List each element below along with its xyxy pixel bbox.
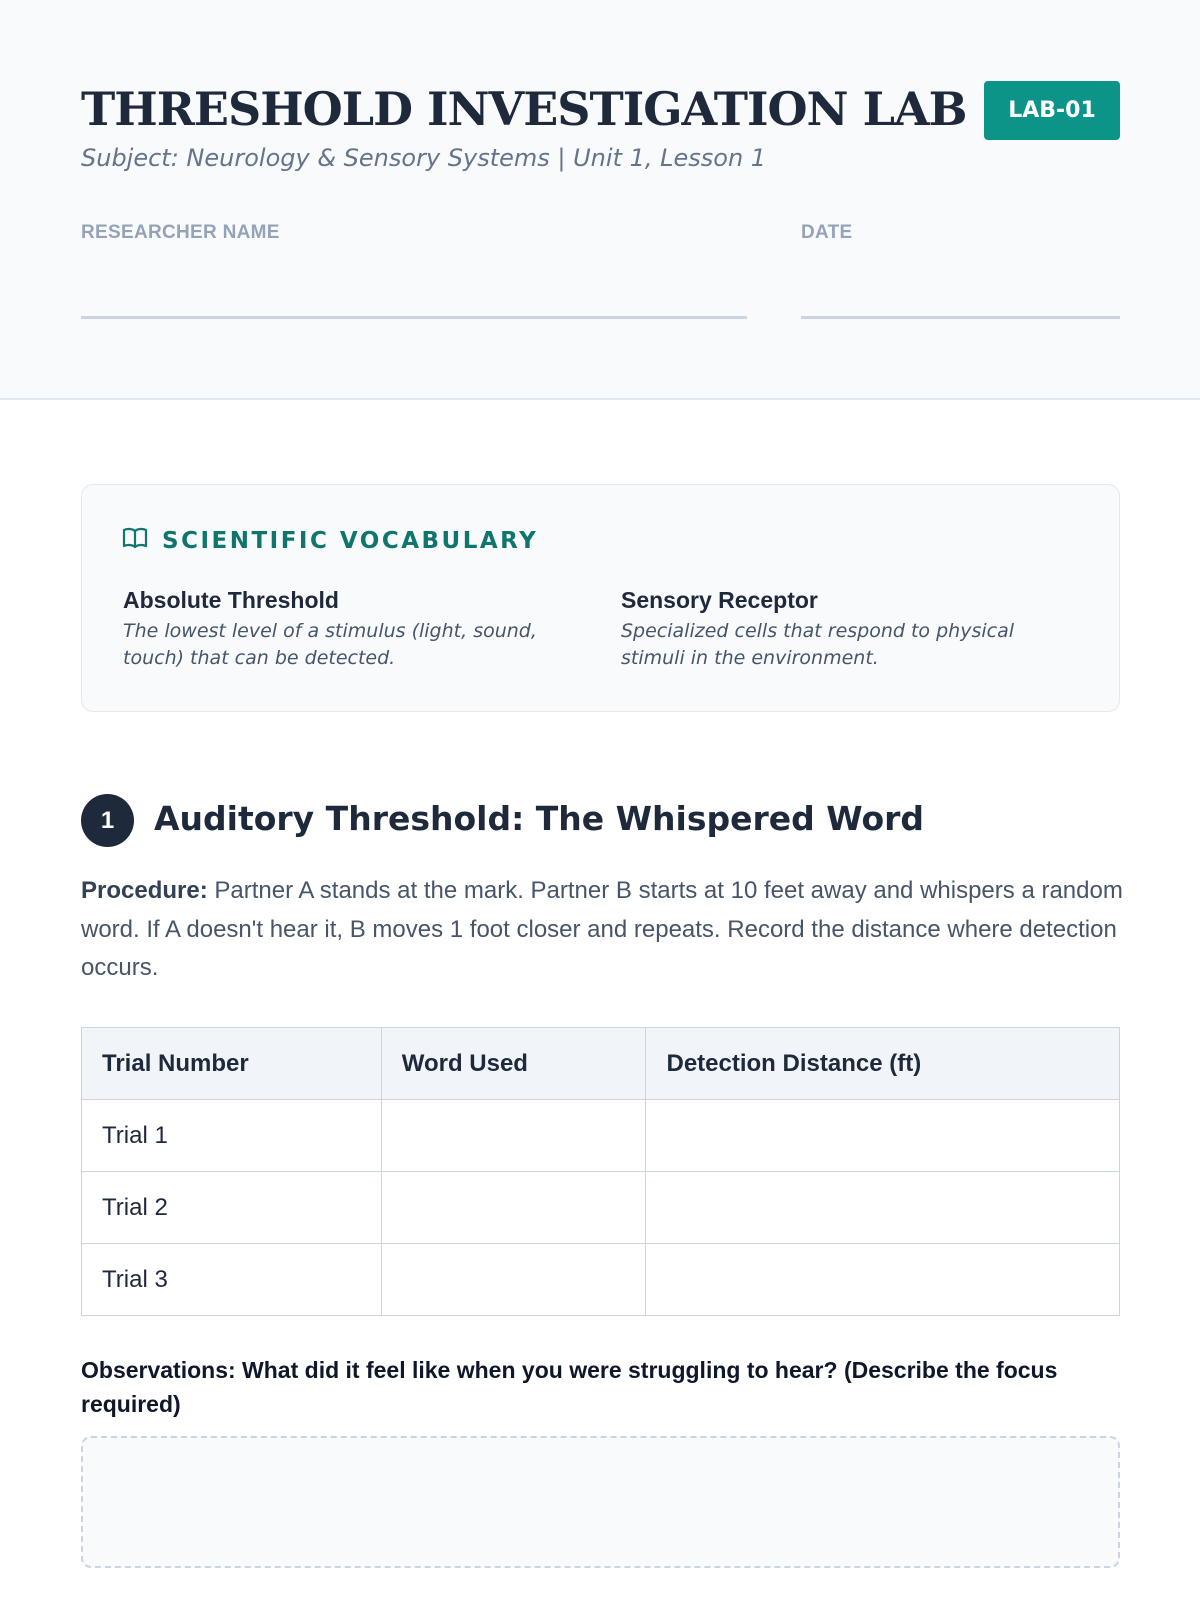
vocab-term-name: Sensory Receptor (621, 587, 818, 613)
vocabulary-heading-text: SCIENTIFIC VOCABULARY (162, 527, 539, 554)
observations-answer-box[interactable] (81, 1436, 1120, 1568)
page-title: THRESHOLD INVESTIGATION LAB (81, 82, 967, 136)
vocabulary-heading (122, 527, 538, 554)
section-number-badge: 1 (81, 794, 134, 847)
detection-distance-cell[interactable] (646, 1244, 1120, 1316)
table-row (82, 1172, 1120, 1244)
researcher-name-label: RESEARCHER NAME (81, 222, 280, 243)
word-used-cell[interactable] (381, 1244, 646, 1316)
vocab-term-definition: The lowest level of a stimulus (light, sound, touch) that can be detected. (123, 620, 537, 669)
researcher-name-field[interactable] (81, 316, 747, 319)
vocab-term-name: Absolute Threshold (123, 587, 339, 613)
column-header: Detection Distance (ft) (646, 1028, 1120, 1100)
detection-distance-cell[interactable] (646, 1172, 1120, 1244)
table-row (82, 1100, 1120, 1172)
observations-prompt: Observations: What did it feel like when you were struggling to hear? (Describe the focus required) (81, 1357, 1058, 1417)
table-row (82, 1244, 1120, 1316)
vocabulary-box (81, 484, 1120, 712)
lab-badge: LAB-01 (984, 81, 1120, 140)
procedure-text (81, 872, 1126, 988)
trial-data-table (81, 1027, 1120, 1316)
worksheet-header (0, 0, 1200, 400)
vocab-term (123, 587, 583, 672)
vocab-term-definition: Specialized cells that respond to physical stimuli in the environment. (621, 620, 1014, 669)
trial-label-cell: Trial 1 (82, 1100, 382, 1172)
date-label: DATE (801, 222, 853, 243)
table-header-row (82, 1028, 1120, 1100)
date-field[interactable] (801, 316, 1120, 319)
column-header: Word Used (381, 1028, 646, 1100)
trial-label-cell: Trial 3 (82, 1244, 382, 1316)
word-used-cell[interactable] (381, 1172, 646, 1244)
word-used-cell[interactable] (381, 1100, 646, 1172)
procedure-body: Partner A stands at the mark. Partner B starts at 10 feet away and whispers a random word. If A doesn't hear it, B moves 1 foot closer and repeats. Record the distance where detection occurs. (81, 877, 1123, 981)
section-title: Auditory Threshold: The Whispered Word (154, 799, 925, 838)
page-subtitle: Subject: Neurology & Sensory Systems | Unit 1, Lesson 1 (81, 144, 767, 172)
detection-distance-cell[interactable] (646, 1100, 1120, 1172)
trial-label-cell: Trial 2 (82, 1172, 382, 1244)
column-header: Trial Number (82, 1028, 382, 1100)
vocab-term (621, 587, 1081, 672)
open-book-icon (122, 527, 148, 554)
procedure-label: Procedure: (81, 877, 208, 904)
